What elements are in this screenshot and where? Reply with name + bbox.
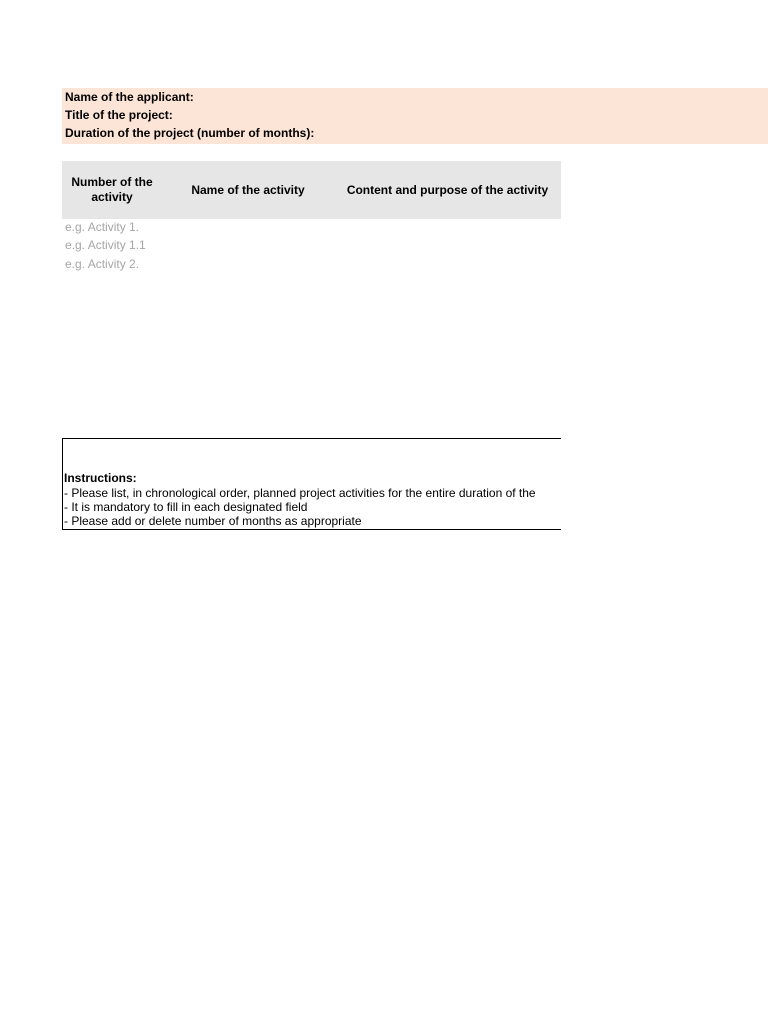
- example-activity-cell[interactable]: e.g. Activity 1.: [65, 220, 140, 234]
- applicant-info-band: [62, 88, 768, 144]
- instruction-item: - It is mandatory to fill in each designated field: [64, 500, 308, 514]
- applicant-name-label[interactable]: Name of the applicant:: [65, 90, 194, 104]
- project-duration-label[interactable]: Duration of the project (number of months):: [65, 126, 315, 140]
- project-title-label[interactable]: Title of the project:: [65, 108, 173, 122]
- instruction-item: - Please add or delete number of months as appropriate: [64, 514, 362, 528]
- column-header-activity-name[interactable]: Name of the activity: [191, 182, 305, 197]
- activity-table-header: [62, 161, 561, 219]
- instruction-item: - Please list, in chronological order, planned project activities for the entire duration of the: [64, 486, 536, 500]
- example-activity-cell[interactable]: e.g. Activity 1.1: [65, 238, 146, 252]
- example-activity-cell[interactable]: e.g. Activity 2.: [65, 257, 140, 271]
- column-header-activity-number[interactable]: Number of the activity: [71, 175, 153, 204]
- column-header-activity-content[interactable]: Content and purpose of the activity: [346, 182, 549, 197]
- instructions-box: [62, 438, 561, 530]
- instructions-title: Instructions:: [64, 471, 137, 485]
